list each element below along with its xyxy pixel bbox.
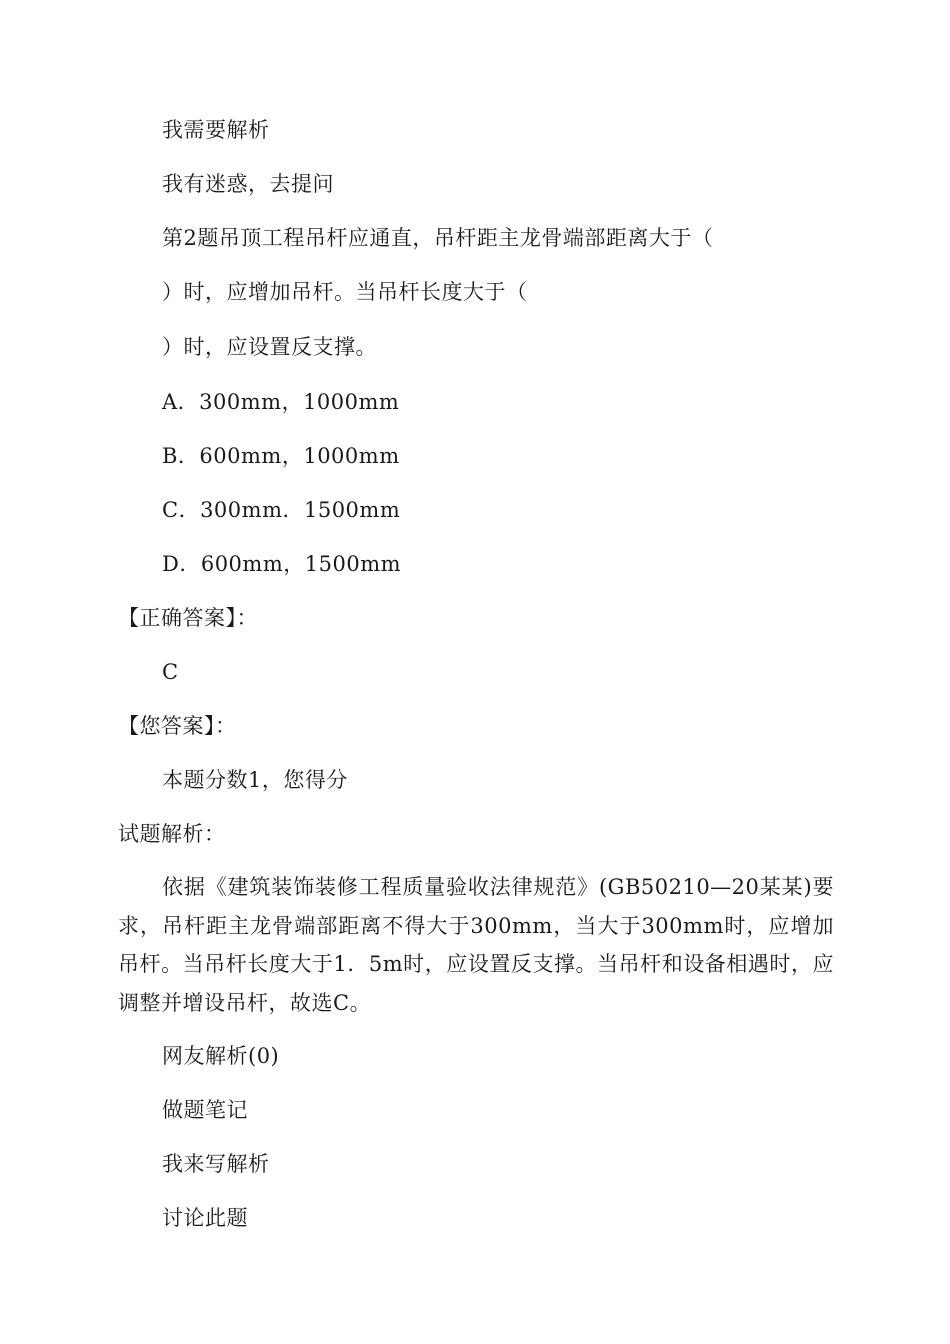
question-text-line-1: 第2题吊顶工程吊杆应通直，吊杆距主龙骨端部距离大于（ <box>162 226 714 250</box>
netizen-analysis-link[interactable]: 网友解析(0) <box>162 1044 280 1068</box>
question-text-line-2: ）时，应增加吊杆。当吊杆长度大于（ <box>162 280 528 304</box>
option-a: A．300mm，1000mm <box>162 390 400 414</box>
option-b: B．600mm，1000mm <box>162 444 400 468</box>
score-text: 本题分数1，您得分 <box>162 768 348 792</box>
analysis-label: 试题解析： <box>118 822 226 846</box>
discuss-question-link[interactable]: 讨论此题 <box>162 1206 248 1230</box>
need-analysis-link[interactable]: 我需要解析 <box>162 118 270 142</box>
write-analysis-link[interactable]: 我来写解析 <box>162 1152 270 1176</box>
correct-answer-value: C <box>162 660 179 684</box>
your-answer-label: 【您答案】： <box>118 714 237 738</box>
analysis-body: 依据《建筑装饰装修工程质量验收法律规范》(GB50210—20某某)要求，吊杆距主龙骨端部距离不得大于300mm，当大于300mm时，应增加吊杆。当吊杆长度大于1．5m时，应设置反支撑。当吊杆和设备相遇时，应调整并增设吊杆，故选C。 <box>118 875 834 1015</box>
question-text-line-3: ）时，应设置反支撑。 <box>162 335 377 359</box>
option-c: C．300mm．1500mm <box>162 498 401 522</box>
correct-answer-label: 【正确答案】： <box>118 606 258 630</box>
take-notes-link[interactable]: 做题笔记 <box>162 1098 248 1122</box>
option-d: D．600mm，1500mm <box>162 552 402 576</box>
ask-question-link[interactable]: 我有迷惑，去提问 <box>162 172 334 196</box>
